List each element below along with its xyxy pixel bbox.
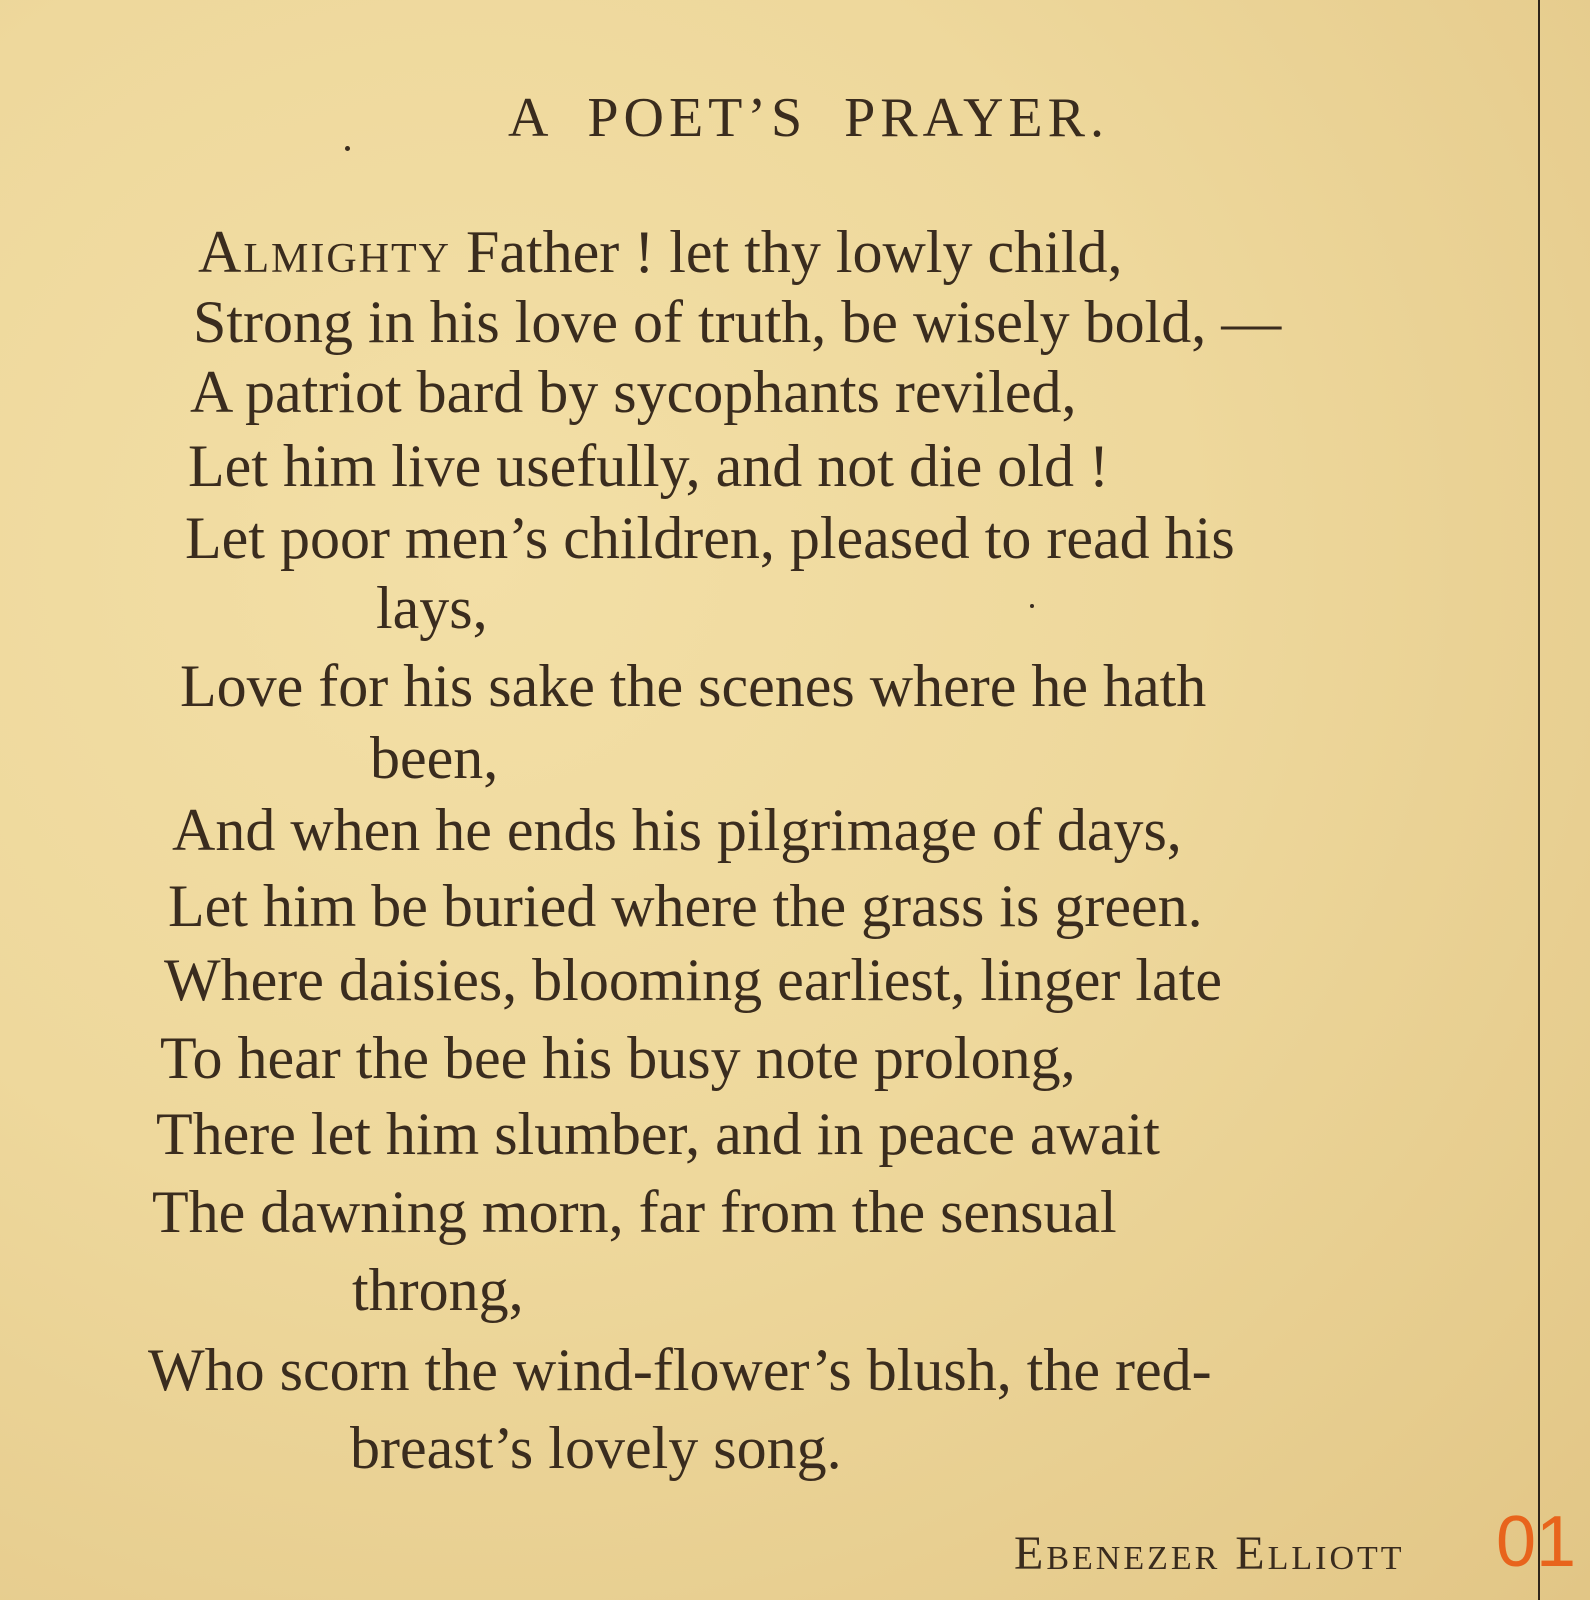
poem-line: To hear the bee his busy note prolong, xyxy=(160,1025,1076,1091)
stray-ink-dot xyxy=(345,146,350,151)
poem-line: Where daisies, blooming earliest, linger late xyxy=(164,947,1222,1013)
poem-line: Strong in his love of truth, be wisely bold, — xyxy=(193,289,1282,355)
poem-line-continuation: throng, xyxy=(352,1257,524,1323)
poem-line xyxy=(198,219,1123,285)
poem-line: Let him live usefully, and not die old ! xyxy=(188,433,1109,499)
poem-line: And when he ends his pilgrimage of days, xyxy=(172,797,1182,863)
poem-line-continuation: lays, xyxy=(376,575,488,641)
poem-line: A patriot bard by sycophants reviled, xyxy=(190,359,1077,425)
column-rule xyxy=(1538,0,1540,1600)
poem-title: A POET’S PRAYER. xyxy=(508,87,1109,149)
poem-line: Let him be buried where the grass is green. xyxy=(168,873,1203,939)
poem-line-text: Father ! let thy lowly child, xyxy=(450,219,1123,285)
poem-line: Let poor men’s children, pleased to read his xyxy=(185,505,1235,571)
poem-first-word: Almighty xyxy=(198,219,451,285)
poem-line: The dawning morn, far from the sensual xyxy=(152,1179,1117,1245)
poem-line-continuation: breast’s lovely song. xyxy=(350,1415,842,1481)
poem-author: Ebenezer Elliott xyxy=(1014,1527,1405,1580)
poem-line-continuation: been, xyxy=(370,725,499,791)
poem-line: Who scorn the wind-flower’s blush, the red- xyxy=(148,1337,1212,1403)
poem-line: Love for his sake the scenes where he hath xyxy=(180,653,1207,719)
page-number: 01 xyxy=(1496,1502,1577,1582)
stray-ink-dot xyxy=(1030,604,1034,608)
poem-line: There let him slumber, and in peace await xyxy=(156,1101,1160,1167)
